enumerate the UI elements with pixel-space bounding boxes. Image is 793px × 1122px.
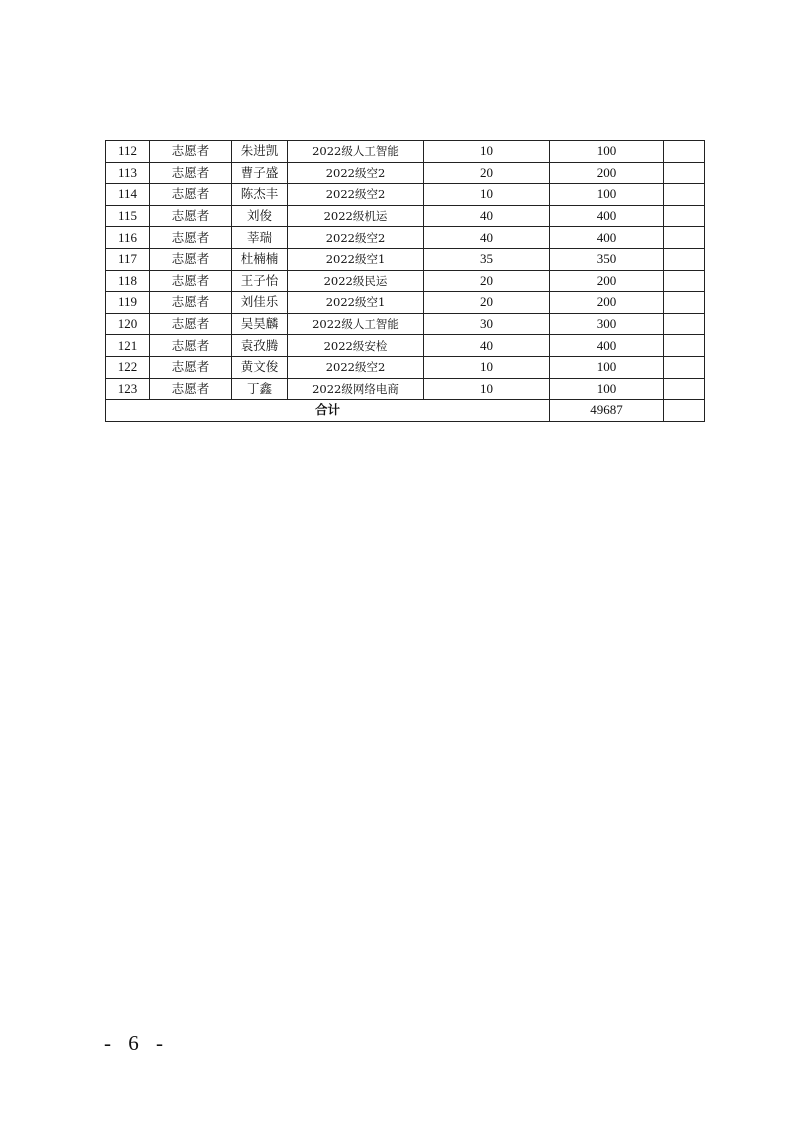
total-row: [106, 400, 705, 422]
cell-amount: 200: [550, 292, 664, 314]
volunteer-table: [105, 140, 705, 422]
cell-class: 2022级机运: [288, 205, 424, 227]
cell-role: 志愿者: [150, 270, 232, 292]
table-row: [106, 313, 705, 335]
cell-amount: 400: [550, 205, 664, 227]
cell-role: 志愿者: [150, 335, 232, 357]
cell-note: [664, 313, 705, 335]
cell-no: 115: [106, 205, 150, 227]
cell-hours: 40: [424, 205, 550, 227]
cell-name: 吴昊麟: [232, 313, 288, 335]
total-note: [664, 400, 705, 422]
cell-role: 志愿者: [150, 313, 232, 335]
cell-hours: 20: [424, 270, 550, 292]
cell-name: 刘俊: [232, 205, 288, 227]
cell-amount: 350: [550, 248, 664, 270]
cell-amount: 100: [550, 356, 664, 378]
cell-no: 121: [106, 335, 150, 357]
table-row: [106, 292, 705, 314]
total-label: 合计: [106, 400, 550, 422]
cell-hours: 20: [424, 162, 550, 184]
cell-note: [664, 248, 705, 270]
table-row: [106, 356, 705, 378]
cell-name: 曹子盛: [232, 162, 288, 184]
cell-hours: 30: [424, 313, 550, 335]
cell-amount: 200: [550, 162, 664, 184]
cell-role: 志愿者: [150, 356, 232, 378]
cell-amount: 300: [550, 313, 664, 335]
cell-name: 莘瑞: [232, 227, 288, 249]
table-row: [106, 248, 705, 270]
cell-note: [664, 184, 705, 206]
page-number: - 6 -: [104, 1031, 169, 1055]
cell-note: [664, 162, 705, 184]
cell-note: [664, 335, 705, 357]
cell-role: 志愿者: [150, 184, 232, 206]
cell-class: 2022级民运: [288, 270, 424, 292]
cell-role: 志愿者: [150, 162, 232, 184]
cell-note: [664, 378, 705, 400]
cell-note: [664, 205, 705, 227]
cell-name: 杜楠楠: [232, 248, 288, 270]
cell-amount: 100: [550, 378, 664, 400]
cell-hours: 35: [424, 248, 550, 270]
cell-hours: 20: [424, 292, 550, 314]
cell-role: 志愿者: [150, 227, 232, 249]
cell-note: [664, 227, 705, 249]
cell-hours: 10: [424, 378, 550, 400]
table-row: [106, 270, 705, 292]
cell-class: 2022级空2: [288, 227, 424, 249]
cell-note: [664, 141, 705, 163]
cell-name: 刘佳乐: [232, 292, 288, 314]
cell-amount: 100: [550, 141, 664, 163]
cell-amount: 200: [550, 270, 664, 292]
cell-class: 2022级空2: [288, 356, 424, 378]
cell-name: 袁孜腾: [232, 335, 288, 357]
cell-class: 2022级空1: [288, 292, 424, 314]
cell-class: 2022级安检: [288, 335, 424, 357]
cell-hours: 40: [424, 227, 550, 249]
cell-no: 117: [106, 248, 150, 270]
total-amount: 49687: [550, 400, 664, 422]
cell-role: 志愿者: [150, 248, 232, 270]
cell-role: 志愿者: [150, 292, 232, 314]
cell-no: 113: [106, 162, 150, 184]
cell-hours: 10: [424, 184, 550, 206]
cell-class: 2022级人工智能: [288, 313, 424, 335]
cell-name: 黄文俊: [232, 356, 288, 378]
cell-amount: 400: [550, 335, 664, 357]
cell-note: [664, 356, 705, 378]
cell-class: 2022级空1: [288, 248, 424, 270]
cell-no: 122: [106, 356, 150, 378]
cell-amount: 400: [550, 227, 664, 249]
cell-class: 2022级网络电商: [288, 378, 424, 400]
cell-name: 丁鑫: [232, 378, 288, 400]
cell-role: 志愿者: [150, 378, 232, 400]
cell-amount: 100: [550, 184, 664, 206]
table-body: [106, 141, 705, 422]
cell-class: 2022级空2: [288, 184, 424, 206]
cell-name: 朱进凯: [232, 141, 288, 163]
cell-no: 123: [106, 378, 150, 400]
cell-hours: 10: [424, 141, 550, 163]
cell-note: [664, 292, 705, 314]
cell-no: 112: [106, 141, 150, 163]
table-row: [106, 378, 705, 400]
cell-note: [664, 270, 705, 292]
cell-no: 118: [106, 270, 150, 292]
table-row: [106, 184, 705, 206]
cell-name: 王子怡: [232, 270, 288, 292]
cell-no: 119: [106, 292, 150, 314]
table-row: [106, 335, 705, 357]
cell-class: 2022级空2: [288, 162, 424, 184]
cell-hours: 40: [424, 335, 550, 357]
cell-no: 114: [106, 184, 150, 206]
cell-class: 2022级人工智能: [288, 141, 424, 163]
cell-hours: 10: [424, 356, 550, 378]
cell-no: 120: [106, 313, 150, 335]
cell-role: 志愿者: [150, 205, 232, 227]
table-row: [106, 205, 705, 227]
cell-name: 陈杰丰: [232, 184, 288, 206]
table-row: [106, 227, 705, 249]
table-row: [106, 141, 705, 163]
table-row: [106, 162, 705, 184]
cell-no: 116: [106, 227, 150, 249]
cell-role: 志愿者: [150, 141, 232, 163]
